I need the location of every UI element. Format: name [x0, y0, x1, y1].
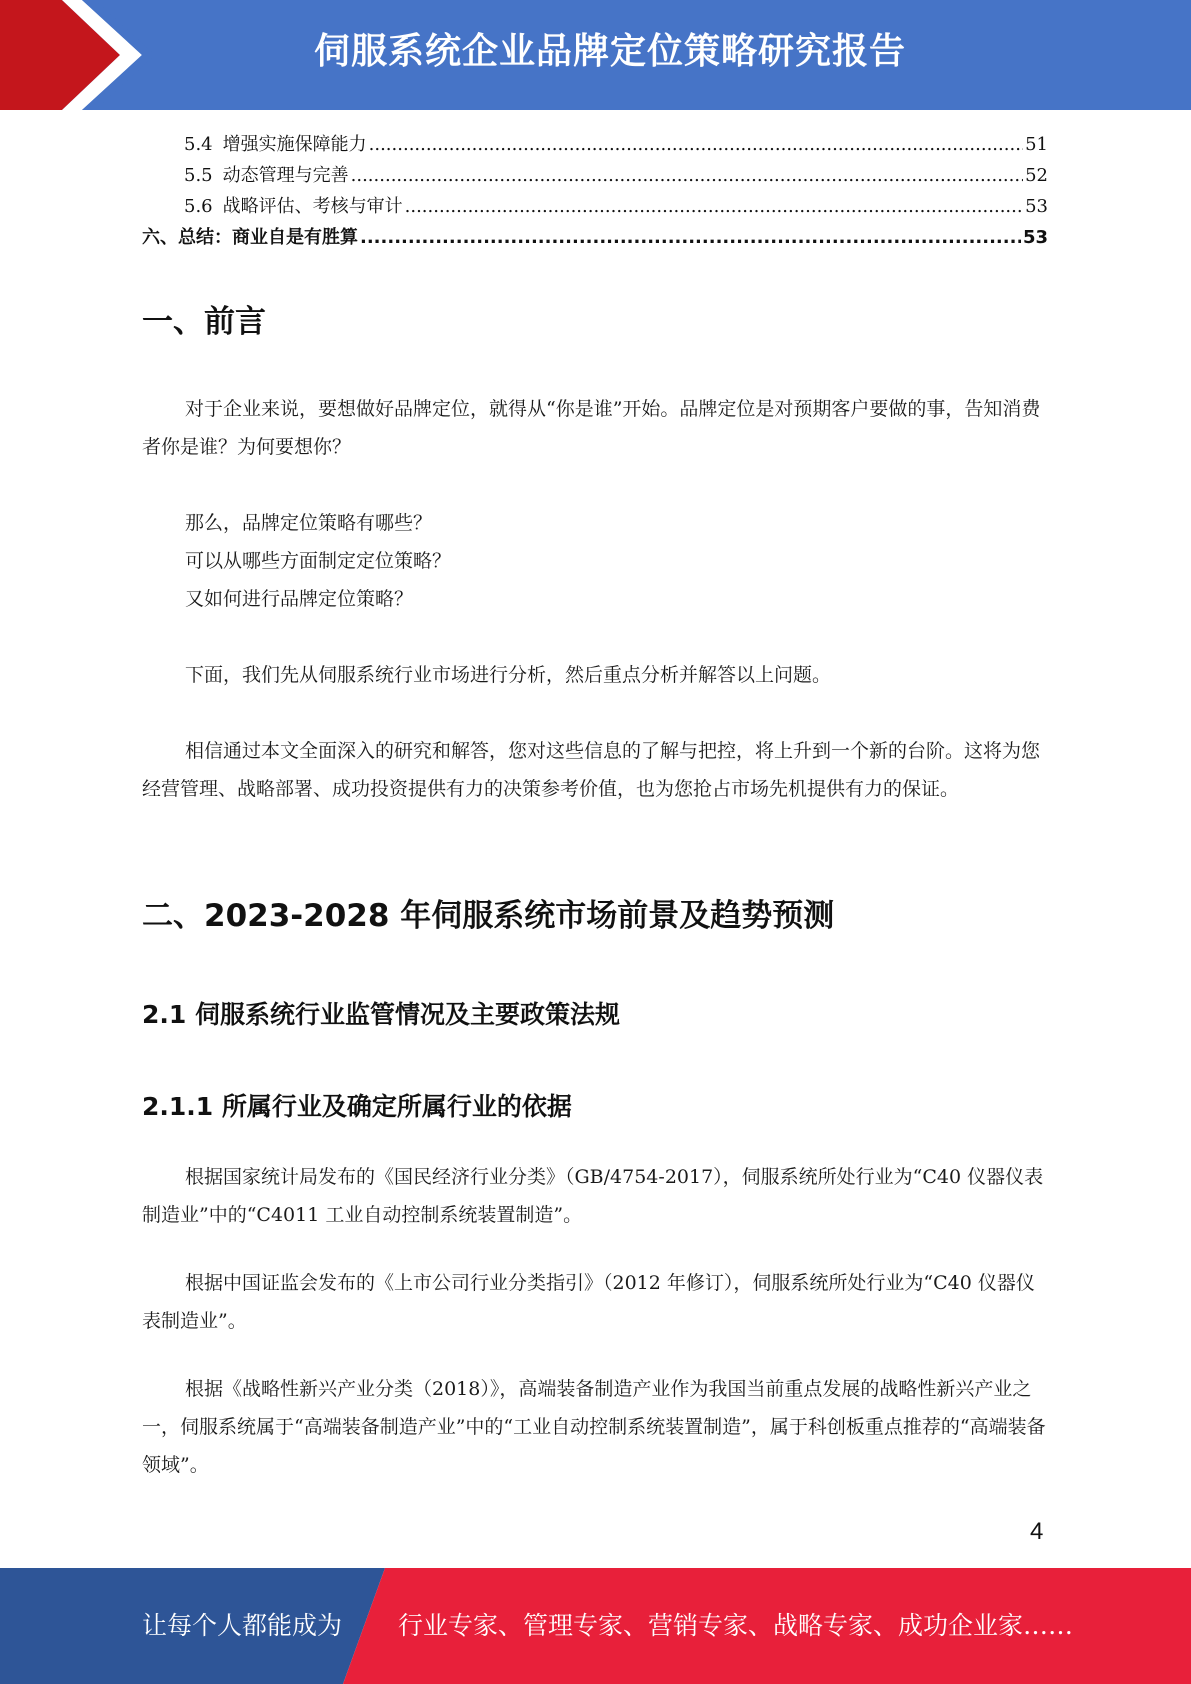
section-heading: 一、前言	[142, 304, 266, 340]
subsection-heading: 2.1 伺服系统行业监管情况及主要政策法规	[142, 1000, 620, 1029]
body-paragraph: 相信通过本文全面深入的研究和解答，您对这些信息的了解与把控，将上升到一个新的台阶。这将为您经营管理、战略部署、成功投资提供有力的决策参考价值，也为您抢占市场先机提供有力的保证。	[142, 740, 1041, 800]
report-title: 伺服系统企业品牌定位策略研究报告	[313, 31, 906, 72]
toc-entry-page: 53	[1022, 227, 1048, 248]
toc-dot-leader	[360, 227, 1021, 248]
body-paragraph: 根据国家统计局发布的《国民经济行业分类》（GB/4754-2017），伺服系统所处行业为“C40 仪器仪表制造业”中的“C4011 工业自动控制系统装置制造”。	[142, 1166, 1044, 1226]
toc-dot-leader	[369, 134, 1023, 155]
body-paragraph: 对于企业来说，要想做好品牌定位，就得从“你是谁”开始。品牌定位是对预期客户要做的事，告知消费者你是谁？为何要想你？	[142, 398, 1041, 458]
body-paragraph: 根据中国证监会发布的《上市公司行业分类指引》（2012 年修订），伺服系统所处行业为“C40 仪器仪表制造业”。	[142, 1272, 1035, 1332]
page-header	[0, 0, 1191, 110]
toc-entry[interactable]	[142, 192, 1048, 223]
footer-slogan-right: 行业专家、管理专家、营销专家、战略专家、成功企业家……	[398, 1611, 1074, 1640]
toc-entry-label: 动态管理与完善	[222, 165, 349, 186]
body-paragraph: 又如何进行品牌定位策略？	[185, 588, 414, 610]
page-footer	[0, 1568, 1191, 1684]
toc-entry-page: 51	[1025, 134, 1048, 155]
toc-entry[interactable]	[142, 223, 1048, 254]
body-paragraph: 根据《战略性新兴产业分类（2018）》，高端装备制造产业作为我国当前重点发展的战略性新兴产业之一，伺服系统属于“高端装备制造产业”中的“工业自动控制系统装置制造”，属于科创板重点推荐的“高端装备领域”。	[142, 1378, 1046, 1476]
toc-entry-number: 5.5	[184, 165, 213, 186]
toc-entry-page: 52	[1025, 165, 1048, 186]
toc-entry-page: 53	[1025, 196, 1048, 217]
toc-entry[interactable]	[142, 161, 1048, 192]
body-paragraph: 可以从哪些方面制定定位策略？	[185, 550, 452, 572]
toc-entry-label: 增强实施保障能力	[222, 134, 367, 155]
body-paragraph: 那么，品牌定位策略有哪些？	[185, 512, 433, 534]
table-of-contents	[142, 130, 1048, 254]
toc-entry-number: 5.4	[184, 134, 213, 155]
toc-entry[interactable]	[142, 130, 1048, 161]
page-number: 4	[1030, 1518, 1044, 1545]
toc-entry-label: 六、总结：商业自是有胜算	[142, 227, 358, 248]
footer-slogan-left: 让每个人都能成为	[142, 1611, 343, 1640]
toc-dot-leader	[351, 165, 1023, 186]
toc-dot-leader	[405, 196, 1023, 217]
section-heading: 二、2023-2028 年伺服系统市场前景及趋势预测	[142, 898, 835, 934]
toc-entry-label: 战略评估、考核与审计	[222, 196, 403, 217]
subsection-heading: 2.1.1 所属行业及确定所属行业的依据	[142, 1092, 572, 1121]
toc-entry-number: 5.6	[184, 196, 213, 217]
body-paragraph: 下面，我们先从伺服系统行业市场进行分析，然后重点分析并解答以上问题。	[185, 664, 832, 686]
